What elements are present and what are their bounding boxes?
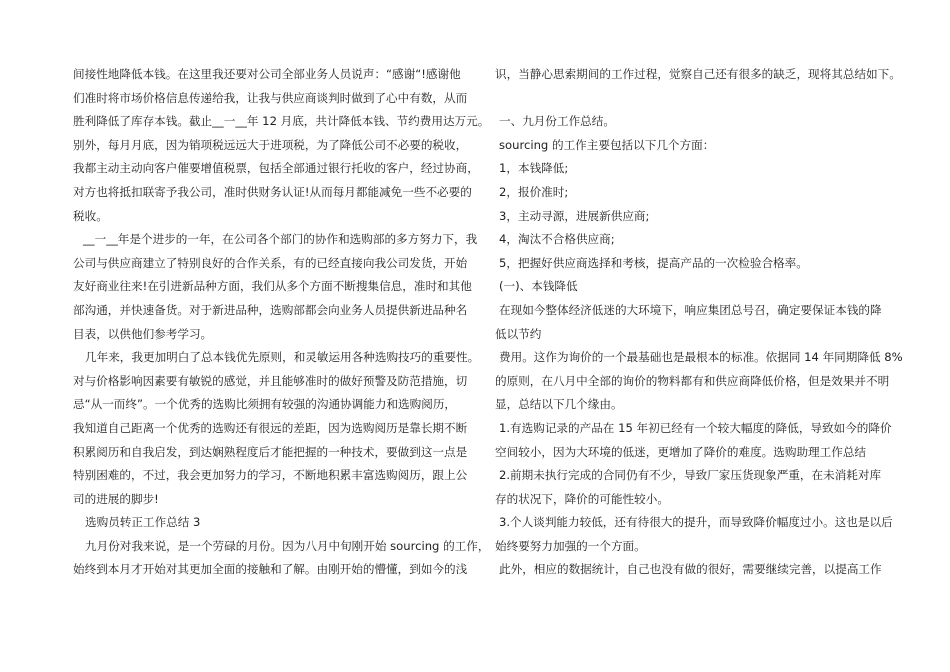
paragraph-line: 别外，每月月底，因为销项税远远大于进项税，为了降低公司不必要的税收， bbox=[73, 137, 468, 152]
list-item: 1，本钱降低; bbox=[499, 161, 569, 176]
paragraph-line: 九月份对我来说，是一个劳碌的月份。因为八月中旬刚开始 sourcing 的工作， bbox=[85, 538, 490, 553]
paragraph-line: 在现如今整体经济低迷的大环境下，响应集团总号召，确定要保证本钱的降 bbox=[499, 302, 882, 317]
paragraph-line: 胜利降低了库存本钱。截止__一__年 12 月底，共计降低本钱、节约费用达万元。 bbox=[73, 114, 490, 129]
paragraph-line: 忌“从一而终”。一个优秀的选购比须拥有较强的沟通协调能力和选购阅历， bbox=[73, 397, 457, 412]
list-item: 1.有选购记录的产品在 15 年初已经有一个较大幅度的降低，导致如今的降价 bbox=[499, 420, 892, 435]
paragraph-line: 对与价格影响因素要有敏锐的感觉，并且能够准时的做好预警及防范措施，切 bbox=[73, 373, 468, 388]
paragraph-line: 间接性地降低本钱。在这里我还要对公司全部业务人员说声：“感谢“!感谢他 bbox=[73, 67, 461, 81]
list-item: 4，淘汰不合格供应商; bbox=[499, 232, 615, 247]
paragraph-line: 我知道自己距离一个优秀的选购还有很远的差距，因为选购阅历是靠长期不断 bbox=[73, 420, 468, 435]
paragraph-line: 特别困难的，不过，我会更加努力的学习，不断地积累丰富选购阅历，跟上公 bbox=[73, 468, 468, 483]
left-column bbox=[73, 63, 490, 582]
list-item: 3，主动寻源，进展新供应商; bbox=[499, 208, 650, 223]
paragraph-line: 积累阅历和自我启发，到达娴熟程度后才能把握的一种技术，要做到这一点是 bbox=[73, 444, 468, 459]
paragraph-line: 始终到本月才开始对其更加全面的接触和了解。由刚开始的懵懂，到如今的浅 bbox=[73, 562, 468, 577]
list-item: 3.个人谈判能力较低，还有待很大的提升，而导致降价幅度过小。这也是以后 bbox=[499, 515, 893, 530]
section-heading: 一、九月份工作总结。 bbox=[499, 114, 615, 129]
spacer bbox=[495, 87, 890, 111]
paragraph-line: 费用。这作为询价的一个最基础也是最根本的标准。依据同 14 年同期降低 8% bbox=[499, 350, 903, 365]
paragraph-line: 目表，以供他们参考学习。 bbox=[73, 326, 213, 341]
paragraph-line: 公司与供应商建立了特别良好的合作关系，有的已经直接向我公司发货，开始 bbox=[73, 255, 468, 270]
paragraph-line: 低以节约 bbox=[495, 326, 542, 341]
paragraph-line: 友好商业往来!在引进新品种方面，我们从多个方面不断搜集信息，准时和其他 bbox=[73, 279, 472, 294]
paragraph-line: 此外，相应的数据统计，自己也没有做的很好，需要继续完善，以提高工作 bbox=[499, 562, 882, 577]
paragraph-line: 我都主动主动向客户催要增值税票，包括全部通过银行托收的客户，经过协商， bbox=[73, 161, 479, 176]
paragraph-line: 税收。 bbox=[73, 208, 108, 223]
list-item: 2，报价准时; bbox=[499, 184, 569, 199]
list-item: 5，把握好供应商选择和考核，提高产品的一次检验合格率。 bbox=[499, 255, 808, 270]
paragraph-line: 空间较小，因为大环境的低迷，更增加了降价的难度。选购助理工作总结 bbox=[495, 444, 867, 459]
paragraph-line: sourcing 的工作主要包括以下几个方面： bbox=[499, 137, 715, 152]
list-item: 2.前期未执行完成的合同仍有不少，导致厂家压货现象严重，在未消耗对库 bbox=[499, 468, 882, 483]
paragraph-line: __一__年是个进步的一年，在公司各个部门的协作和选购部的多方努力下，我 bbox=[83, 232, 478, 247]
paragraph-line: 司的进展的脚步! bbox=[73, 491, 159, 506]
section-heading: 选购员转正工作总结 3 bbox=[85, 515, 201, 530]
paragraph-line: 们准时将市场价格信息传递给我，让我与供应商谈判时做到了心中有数，从而 bbox=[73, 90, 468, 105]
paragraph-line: 几年来，我更加明白了总本钱优先原则，和灵敏运用各种选购技巧的重要性。 bbox=[85, 350, 480, 365]
subsection-heading: (一)、本钱降低 bbox=[499, 279, 578, 294]
paragraph-line: 始终要努力加强的一个方面。 bbox=[495, 538, 646, 553]
right-column bbox=[495, 63, 903, 582]
paragraph-line: 对方也将抵扣联寄予我公司，准时供财务认证!从而每月都能减免一些不必要的 bbox=[73, 184, 472, 199]
paragraph-line: 显，总结以下几个缘由。 bbox=[495, 397, 623, 412]
paragraph-line: 识，当静心思索期间的工作过程，觉察自己还有很多的缺乏，现将其总结如下。 bbox=[495, 67, 901, 81]
paragraph-line: 的原则，在八月中全部的询价的物料都有和供应商降低价格，但是效果并不明 bbox=[495, 373, 890, 388]
paragraph-line: 部沟通，并快速备货。对于新进品种，选购部都会向业务人员提供新进品种名 bbox=[73, 302, 468, 317]
paragraph-line: 存的状况下，降价的可能性较小。 bbox=[495, 491, 669, 506]
